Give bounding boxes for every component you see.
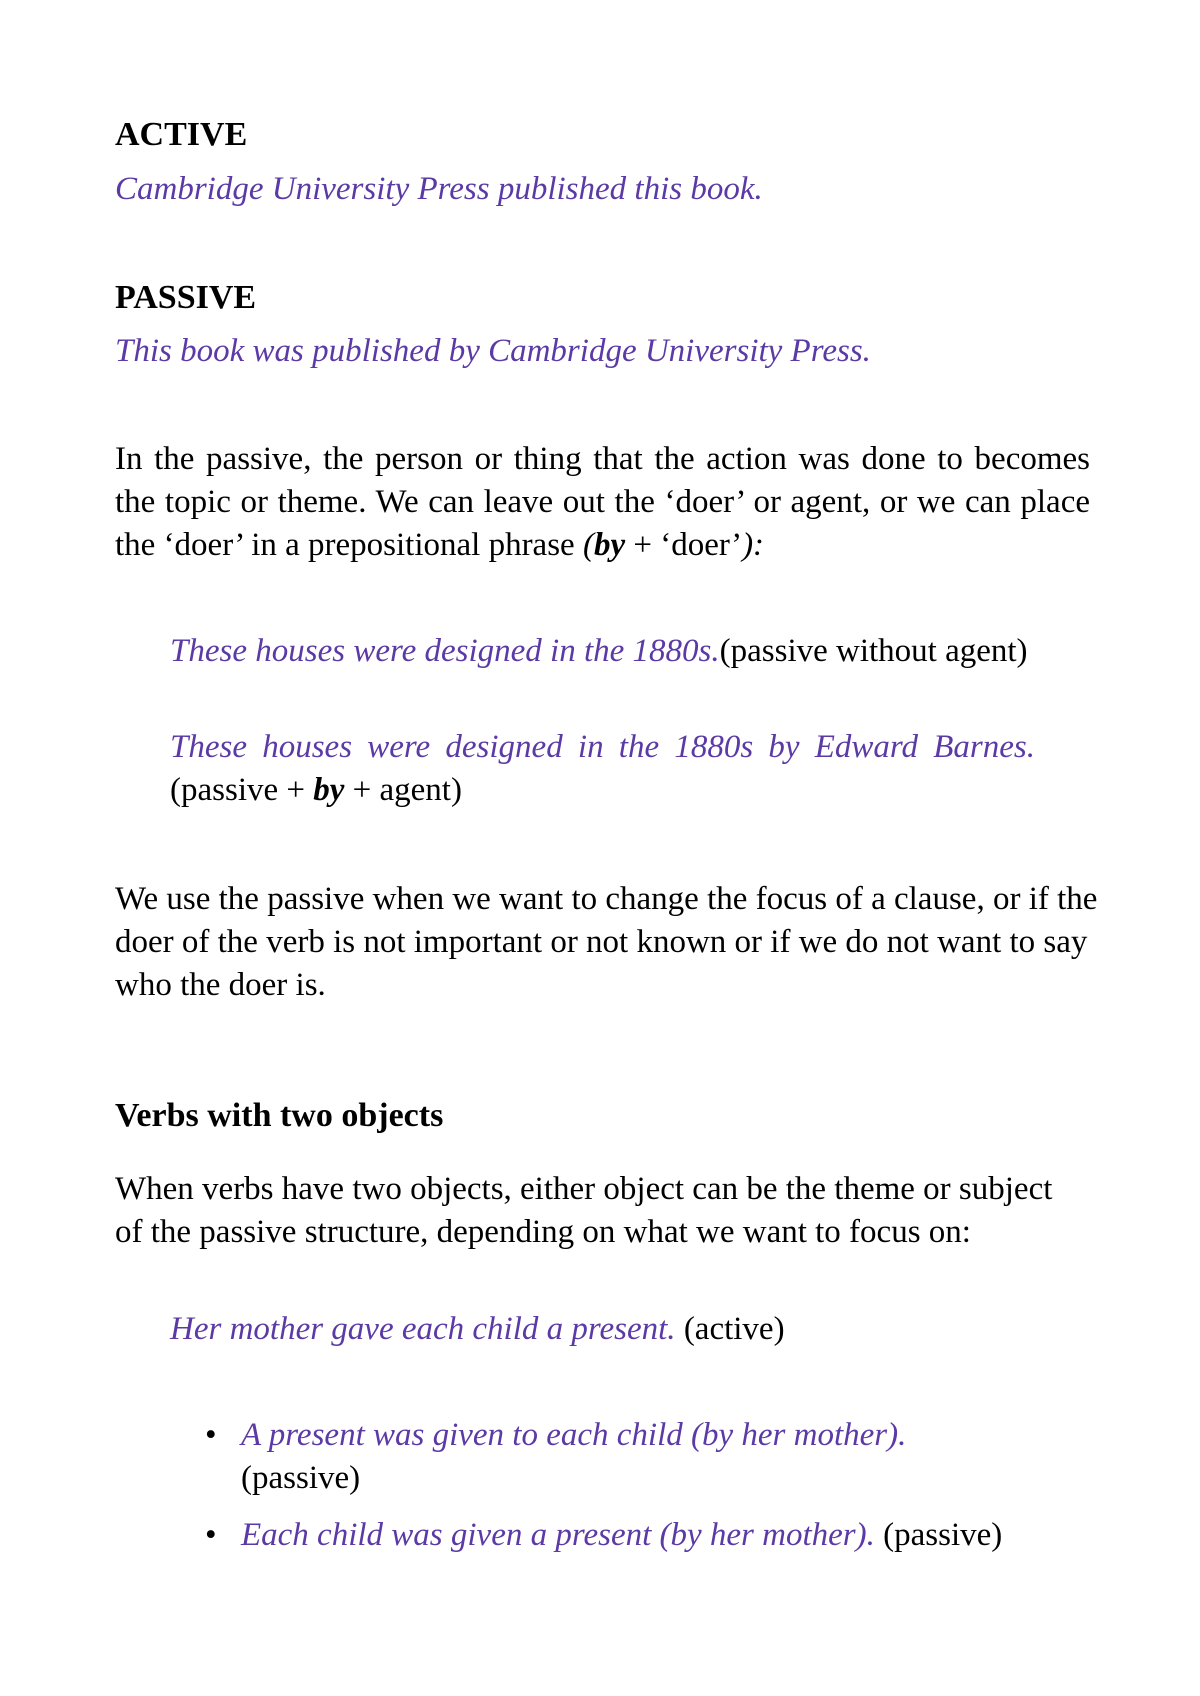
intro-close: ): bbox=[742, 527, 765, 563]
active-example-2 bbox=[170, 1308, 1070, 1351]
intro-text: In the passive, the person or thing that the action was done to becomes the topic or theme. We can leave out the ‘doer’ or agent, or we can place the ‘doer’ in a prepositional phrase bbox=[115, 441, 1090, 563]
active-example: Cambridge University Press published this book. bbox=[115, 171, 763, 207]
active-heading: ACTIVE bbox=[115, 116, 248, 153]
passive-example: This book was published by Cambridge University Press. bbox=[115, 333, 871, 369]
example-2 bbox=[170, 726, 1035, 812]
active-example-2-sentence: Her mother gave each child a present. bbox=[170, 1311, 676, 1347]
bullet-item bbox=[205, 1514, 1105, 1557]
bullet-2-note: (passive) bbox=[874, 1517, 1003, 1553]
example-2-note-post: + agent) bbox=[344, 772, 462, 808]
intro-open-paren: ( bbox=[582, 527, 594, 563]
intro-paragraph bbox=[115, 438, 1090, 567]
passive-heading: PASSIVE bbox=[115, 279, 257, 316]
use-paragraph: We use the passive when we want to change the focus of a clause, or if the doer of the verb is not important or not known or if we do not want to say who the doer is. bbox=[115, 881, 1098, 1003]
bullet-list bbox=[205, 1414, 1105, 1571]
example-2-note-pre: (passive + bbox=[170, 772, 314, 808]
bullet-1-sentence: A present was given to each child (by her mother). bbox=[241, 1417, 907, 1453]
bullet-icon: • bbox=[205, 1517, 217, 1553]
active-example-2-note: (active) bbox=[675, 1311, 785, 1347]
example-1 bbox=[170, 630, 1040, 673]
two-objects-paragraph: When verbs have two objects, either object can be the theme or subject of the passive structure, depending on what we want to focus on: bbox=[115, 1171, 1053, 1250]
two-objects-heading: Verbs with two objects bbox=[115, 1097, 444, 1134]
bullet-1-note: (passive) bbox=[241, 1460, 361, 1496]
intro-by: by bbox=[593, 527, 626, 563]
bullet-item bbox=[205, 1414, 1105, 1500]
bullet-2-sentence: Each child was given a present (by her mother). bbox=[241, 1517, 875, 1553]
intro-plus-doer: + ‘doer’ bbox=[625, 527, 743, 563]
bullet-icon: • bbox=[205, 1417, 217, 1453]
example-2-by: by bbox=[313, 772, 345, 808]
example-2-sentence: These houses were designed in the 1880s by Edward Barnes. bbox=[170, 729, 1035, 765]
example-1-sentence: These houses were designed in the 1880s. bbox=[170, 633, 720, 669]
example-1-note: (passive without agent) bbox=[719, 633, 1028, 669]
